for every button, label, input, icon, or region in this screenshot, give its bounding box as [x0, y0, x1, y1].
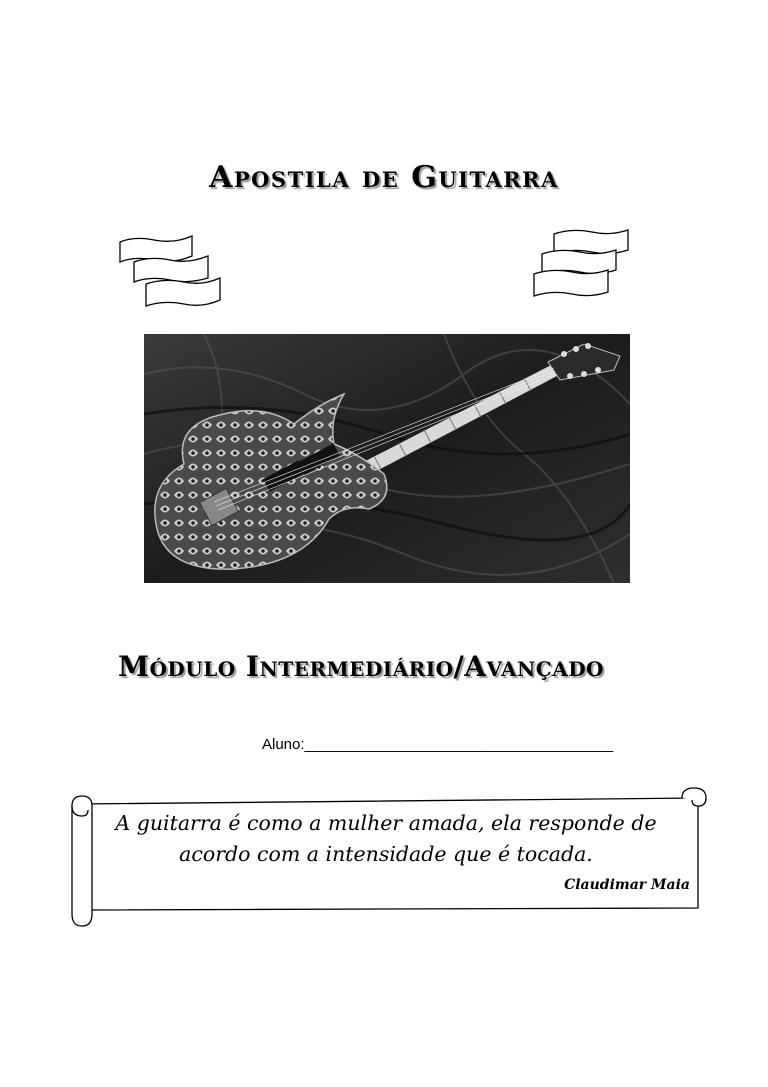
quote-author: Claudimar Maia	[564, 877, 690, 893]
right-ribbon-banners-icon	[530, 224, 635, 306]
quote-text: A guitarra é como a mulher amada, ela responde de acordo com a intensidade que é tocada.	[115, 811, 657, 866]
student-name-field[interactable]: Aluno:_____________________________________	[262, 736, 614, 753]
left-ribbon-banners-icon	[112, 228, 227, 313]
guitar-photo	[144, 334, 630, 583]
module-title: Módulo Intermediário/Avançado	[118, 650, 604, 683]
document-title: Apostila de Guitarra	[209, 160, 559, 195]
